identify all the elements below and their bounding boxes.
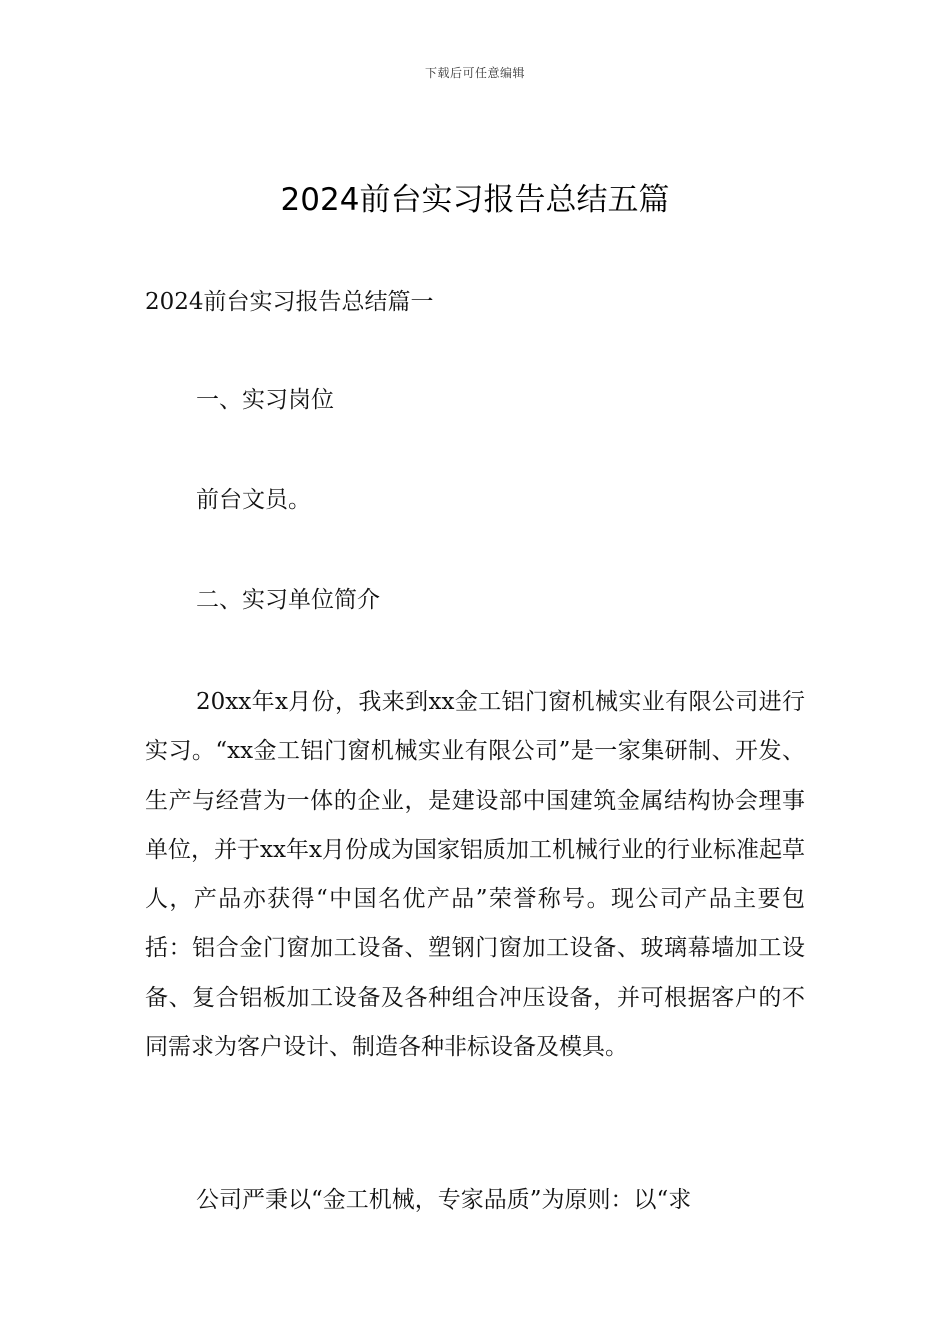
internship-position-content: 前台文员。 bbox=[196, 487, 311, 513]
company-principle-paragraph: 公司严秉以“金工机械，专家品质”为原则：以“求 bbox=[196, 1187, 692, 1213]
document-title: 2024前台实习报告总结五篇 bbox=[280, 182, 670, 218]
section-heading-internship-position: 一、实习岗位 bbox=[196, 387, 334, 413]
part-heading: 2024前台实习报告总结篇一 bbox=[145, 289, 434, 315]
header-note: 下载后可任意编辑 bbox=[424, 66, 525, 80]
section-heading-company-intro: 二、实习单位简介 bbox=[196, 587, 380, 613]
company-intro-paragraph: 20xx年x月份，我来到xx金工铝门窗机械实业有限公司进行实习。“xx金工铝门窗机械实业有限公司”是一家集研制、开发、生产与经营为一体的企业，是建设部中国建筑金属结构协会理事单位，并于xx年x月份成为国家铝质加工机械行业的行业标准起草人，产品亦获得“中国名优产品”荣誉称号。现公司产品主要包括：铝合金门窗加工设备、塑钢门窗加工设备、玻璃幕墙加工设备、复合铝板加工设备及各种组合冲压设备，并可根据客户的不同需求为客户设计、制造各种非标设备及模具。 bbox=[145, 689, 805, 1061]
